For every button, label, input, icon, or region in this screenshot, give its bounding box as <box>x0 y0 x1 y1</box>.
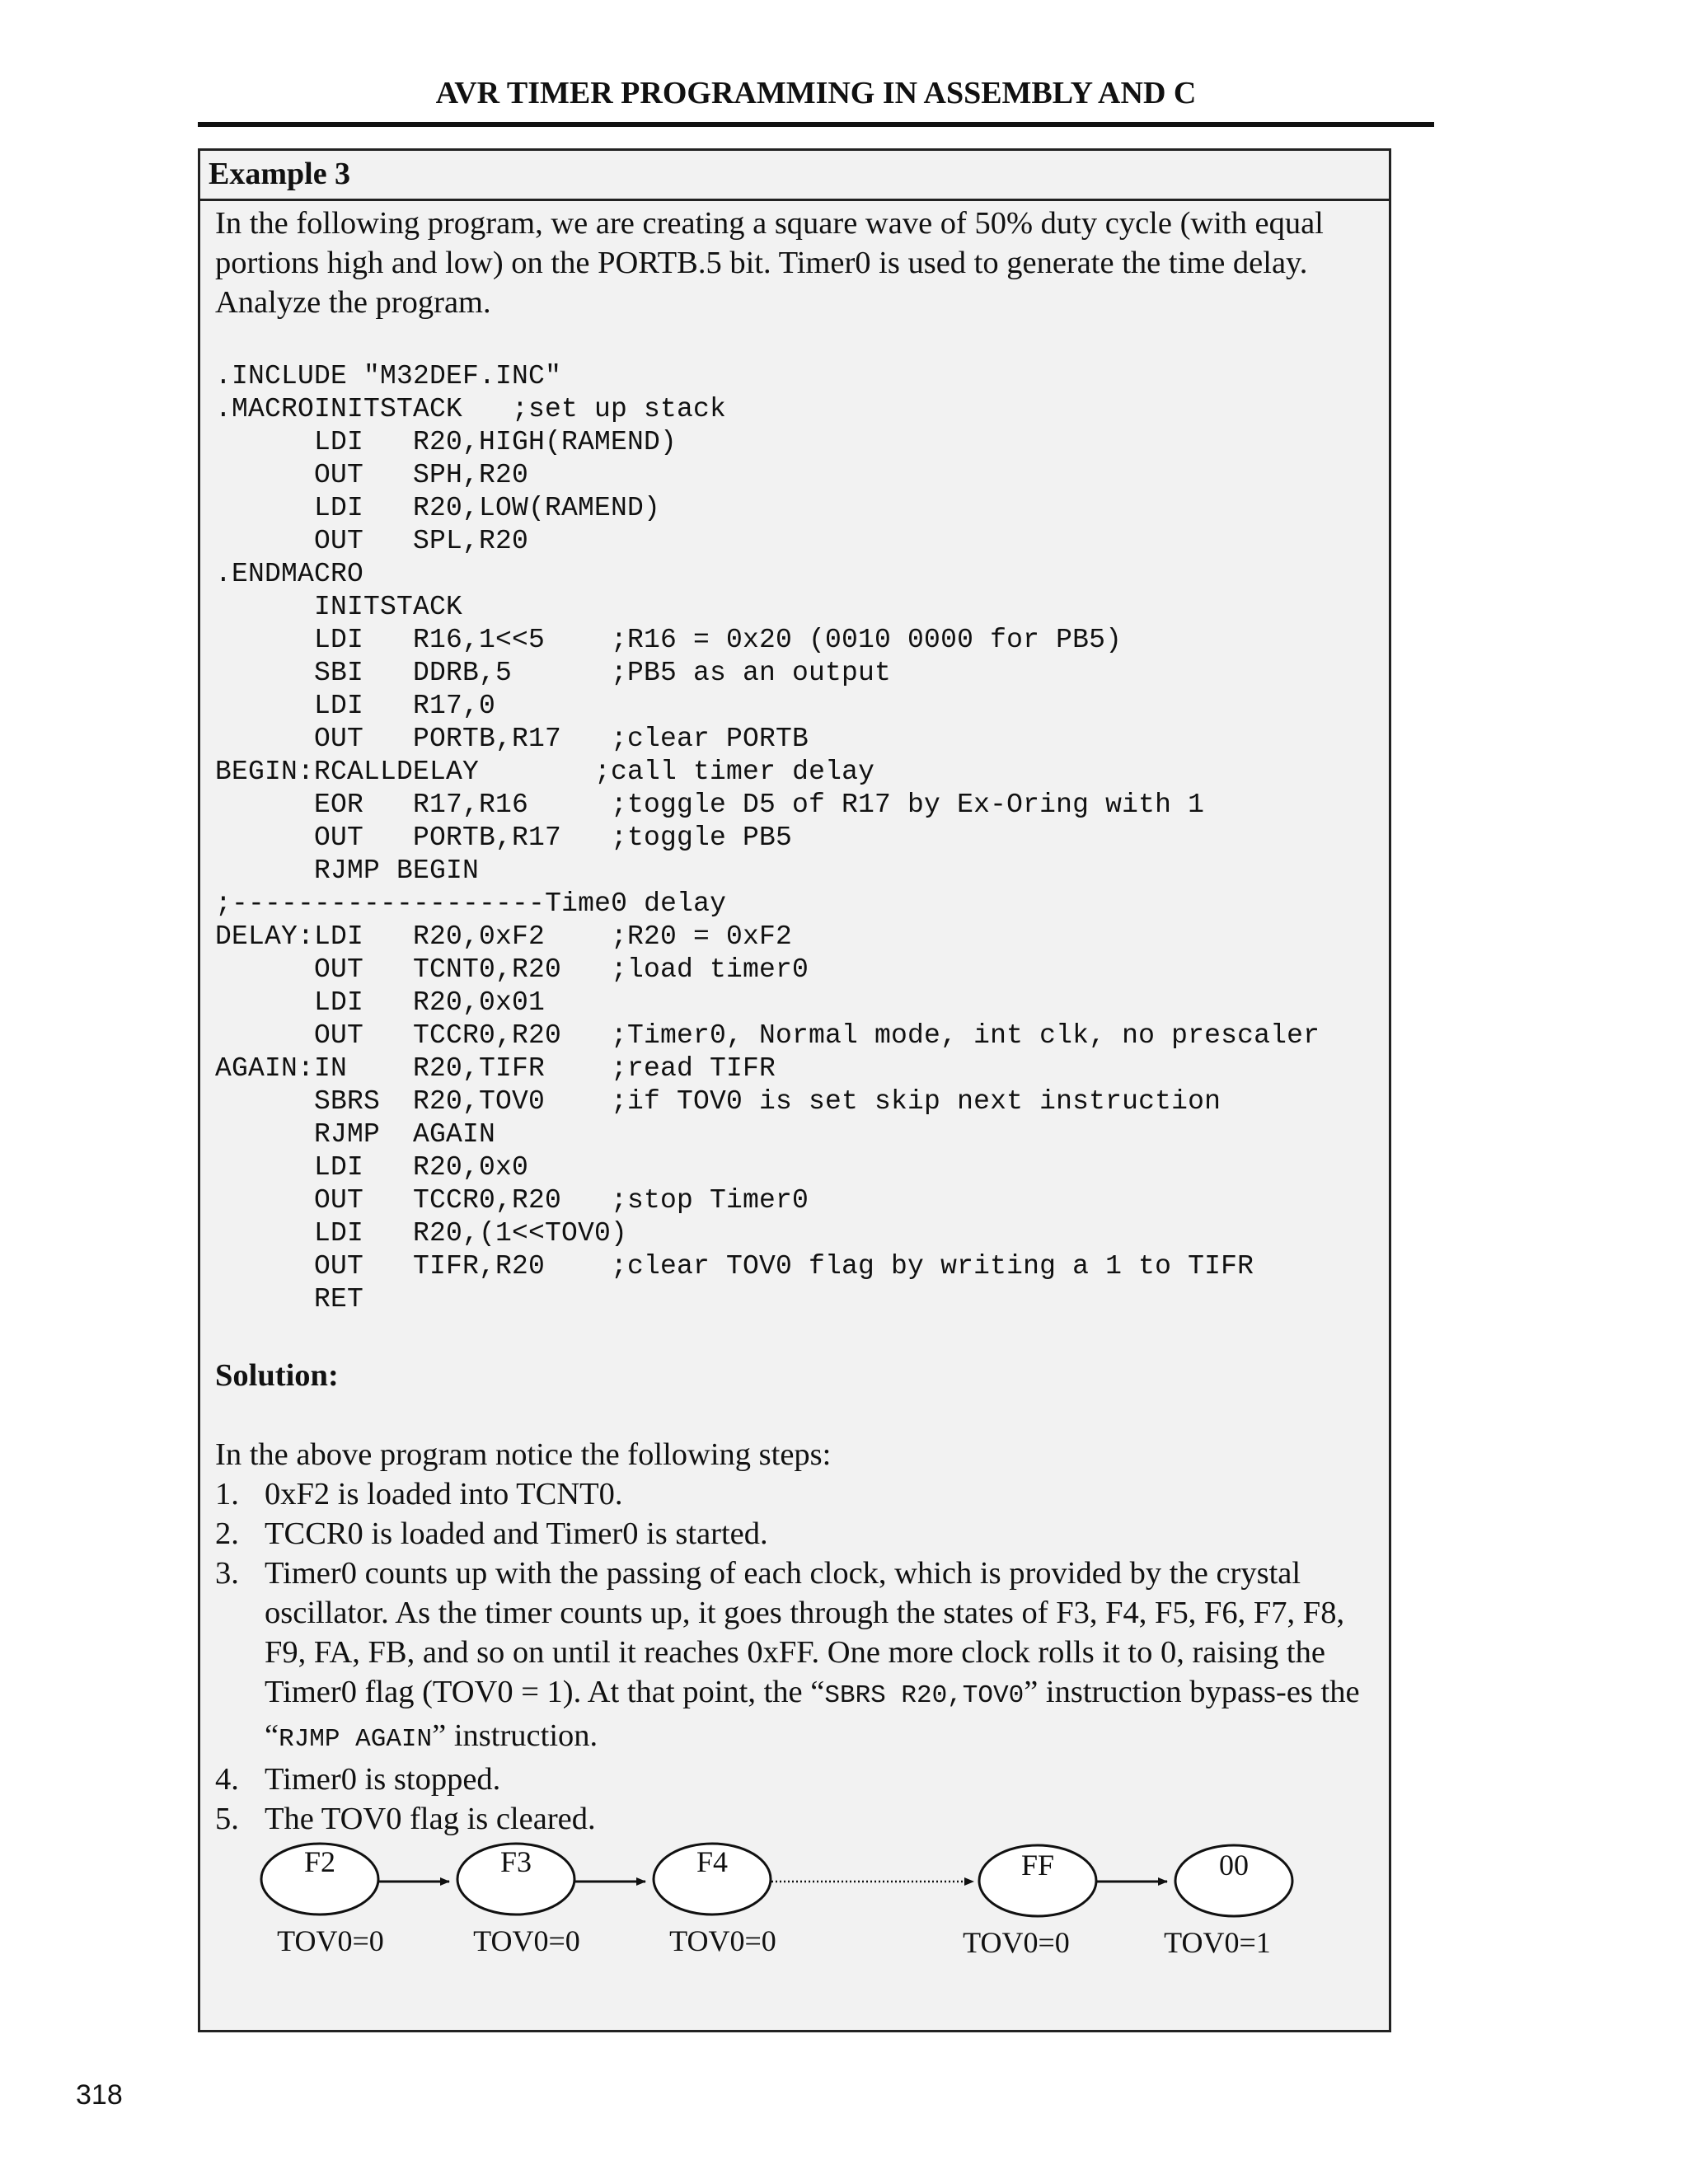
code-operands: R20,LOW(RAMEND) <box>413 493 661 523</box>
code-line <box>215 1151 1320 1184</box>
solution-intro: In the above program notice the following steps: <box>215 1437 832 1472</box>
code-line <box>215 987 1320 1019</box>
flag-label-00: TOV0=1 <box>1164 1926 1271 1959</box>
code-opcode: LDI <box>314 1218 364 1249</box>
code-operands: R17,R16 <box>413 790 529 820</box>
flag-label-f4: TOV0=0 <box>669 1924 776 1957</box>
step-number: 3. <box>215 1556 239 1591</box>
code-line <box>215 492 1320 525</box>
code-comment: ;clear TOV0 flag by writing a 1 to TIFR <box>611 1251 1254 1282</box>
step-text <box>265 1556 1360 1753</box>
code-line <box>215 855 1320 888</box>
step-item <box>215 1554 1377 1760</box>
code-operands: R20,0x01 <box>413 987 546 1018</box>
code-operands: R20,(1<<TOV0) <box>413 1218 628 1249</box>
step-number: 1. <box>215 1477 239 1511</box>
code-line <box>215 1118 1320 1151</box>
code-opcode: LDI <box>314 493 364 523</box>
code-comment: ;toggle D5 of R17 by Ex-Oring with 1 <box>611 790 1205 820</box>
code-line <box>215 1184 1320 1217</box>
code-operands: SPL,R20 <box>413 526 529 556</box>
code-opcode: RJMP BEGIN <box>314 855 480 886</box>
code-opcode: OUT <box>314 1251 364 1282</box>
step-text: Timer0 is stopped. <box>265 1762 501 1797</box>
code-line <box>215 393 1320 426</box>
code-label: BEGIN: <box>215 757 315 787</box>
code-line <box>215 426 1320 459</box>
code-opcode: SBI <box>314 658 364 688</box>
code-line <box>215 723 1320 756</box>
example-box <box>198 148 1391 2032</box>
code-text: ;-------------------Time0 delay <box>215 888 727 919</box>
code-operands: R20,0x0 <box>413 1152 529 1183</box>
step-number: 2. <box>215 1516 239 1551</box>
code-opcode: RCALL <box>314 757 397 787</box>
example-title: Example 3 <box>200 151 1389 201</box>
code-label: AGAIN: <box>215 1053 315 1084</box>
code-operands: TIFR,R20 <box>413 1251 546 1282</box>
code-opcode: LDI <box>314 625 364 655</box>
code-opcode: RJMP <box>314 1119 381 1150</box>
code-label: DELAY: <box>215 921 315 952</box>
code-line <box>215 1250 1320 1283</box>
code-line <box>215 1052 1320 1085</box>
code-opcode: IN <box>314 1053 348 1084</box>
example-intro: In the following program, we are creating a square wave of 50% duty cycle (with equal portions high and low) on the PORTB.5 bit. Timer0 is used to generate the time delay. Analyze the program. <box>215 206 1324 320</box>
code-line <box>215 525 1320 558</box>
inline-code: RJMP AGAIN <box>279 1725 433 1754</box>
code-comment: ;load timer0 <box>611 954 809 985</box>
code-line <box>215 888 1320 921</box>
code-comment: ;PB5 as an output <box>611 658 892 688</box>
code-line <box>215 921 1320 954</box>
code-operands: DDRB,5 <box>413 658 513 688</box>
code-line <box>215 822 1320 855</box>
code-comment: ;if TOV0 is set skip next instruction <box>611 1086 1221 1117</box>
code-line <box>215 1283 1320 1316</box>
code-opcode: OUT <box>314 526 364 556</box>
code-comment: ;call timer delay <box>594 757 875 787</box>
code-opcode: OUT <box>314 460 364 490</box>
solution-heading: Solution: <box>215 1358 339 1393</box>
code-operands: PORTB,R17 <box>413 724 562 754</box>
code-operands: R20,0xF2 <box>413 921 546 952</box>
code-opcode: LDI <box>314 691 364 721</box>
code-line <box>215 1217 1320 1250</box>
code-line <box>215 756 1320 789</box>
code-opcode: INITSTACK <box>314 394 463 424</box>
code-line <box>215 789 1320 822</box>
code-opcode: OUT <box>314 954 364 985</box>
code-comment: ;set up stack <box>512 394 727 424</box>
code-comment: ;R16 = 0x20 (0010 0000 for PB5) <box>611 625 1123 655</box>
code-operands: R16,1<<5 <box>413 625 546 655</box>
step-text-part: ” instruction bypass-es the “ <box>265 1675 1360 1753</box>
step-item <box>215 1514 1377 1554</box>
code-opcode: SBRS <box>314 1086 381 1117</box>
step-item <box>215 1799 1377 1839</box>
code-operands: R17,0 <box>413 691 496 721</box>
page-number: 318 <box>76 2079 123 2111</box>
code-comment: ;clear PORTB <box>611 724 809 754</box>
flag-label-f3: TOV0=0 <box>473 1924 580 1957</box>
step-text: The TOV0 flag is cleared. <box>265 1802 596 1836</box>
code-operands: TCCR0,R20 <box>413 1020 562 1051</box>
code-operands: TCNT0,R20 <box>413 954 562 985</box>
flag-label-f2: TOV0=0 <box>277 1924 384 1957</box>
code-operands: R20,TOV0 <box>413 1086 546 1117</box>
code-line <box>215 657 1320 690</box>
code-operands: R20,HIGH(RAMEND) <box>413 427 678 457</box>
flag-label-ff: TOV0=0 <box>963 1926 1070 1959</box>
code-line <box>215 624 1320 657</box>
step-text-part: ” instruction. <box>432 1718 598 1753</box>
code-comment: ;toggle PB5 <box>611 823 793 853</box>
code-opcode: OUT <box>314 1185 364 1216</box>
code-line <box>215 954 1320 987</box>
step-item <box>215 1474 1377 1514</box>
code-operands: SPH,R20 <box>413 460 529 490</box>
code-opcode: INITSTACK <box>314 592 463 622</box>
timer-state-diagram <box>200 1842 1387 1982</box>
code-operands: DELAY <box>396 757 480 787</box>
step-text-part: Timer0 counts up with the passing of each clock, which is provided by the crystal oscillator. As the timer counts up, it goes through the states of F3, F4, F5, F6, F7, F8, F9, FA, FB, and so on until it reaches 0xFF. One more clock rolls it to 0, raising the Timer0 flag (TOV0 = 1). At that point, the “ <box>265 1556 1345 1709</box>
code-label: .MACRO <box>215 394 315 424</box>
step-number: 4. <box>215 1762 239 1797</box>
state-label-f2: F2 <box>303 1845 336 1878</box>
code-opcode: EOR <box>314 790 364 820</box>
code-opcode: LDI <box>314 921 364 952</box>
code-operands: PORTB,R17 <box>413 823 562 853</box>
code-listing <box>215 360 1320 1316</box>
code-line <box>215 1019 1320 1052</box>
code-line <box>215 459 1320 492</box>
code-opcode: RET <box>314 1284 364 1315</box>
code-text: .ENDMACRO <box>215 559 364 589</box>
code-comment: ;stop Timer0 <box>611 1185 809 1216</box>
code-comment: ;Timer0, Normal mode, int clk, no prescaler <box>611 1020 1320 1051</box>
code-opcode: LDI <box>314 427 364 457</box>
state-label-f4: F4 <box>696 1845 729 1878</box>
code-opcode: OUT <box>314 823 364 853</box>
code-comment: ;read TIFR <box>611 1053 776 1084</box>
code-opcode: LDI <box>314 987 364 1018</box>
code-comment: ;R20 = 0xF2 <box>611 921 793 952</box>
state-label-ff: FF <box>1020 1849 1055 1882</box>
code-line <box>215 690 1320 723</box>
solution-steps <box>215 1474 1377 1839</box>
step-text: TCCR0 is loaded and Timer0 is started. <box>265 1516 768 1551</box>
state-label-00: 00 <box>1219 1849 1249 1882</box>
inline-code: SBRS R20,TOV0 <box>824 1681 1025 1710</box>
code-line <box>215 360 1320 393</box>
code-opcode: OUT <box>314 1020 364 1051</box>
step-text: 0xF2 is loaded into TCNT0. <box>265 1477 623 1511</box>
code-line <box>215 591 1320 624</box>
code-operands: R20,TIFR <box>413 1053 546 1084</box>
state-label-f3: F3 <box>499 1845 532 1878</box>
code-operands: AGAIN <box>413 1119 496 1150</box>
code-line <box>215 558 1320 591</box>
step-item <box>215 1760 1377 1799</box>
code-operands: TCCR0,R20 <box>413 1185 562 1216</box>
code-line <box>215 1085 1320 1118</box>
running-head: AVR TIMER PROGRAMMING IN ASSEMBLY AND C <box>435 76 1197 110</box>
step-number: 5. <box>215 1802 239 1836</box>
code-text: .INCLUDE "M32DEF.INC" <box>215 361 562 391</box>
code-opcode: OUT <box>314 724 364 754</box>
header-rule <box>198 122 1434 127</box>
code-opcode: LDI <box>314 1152 364 1183</box>
